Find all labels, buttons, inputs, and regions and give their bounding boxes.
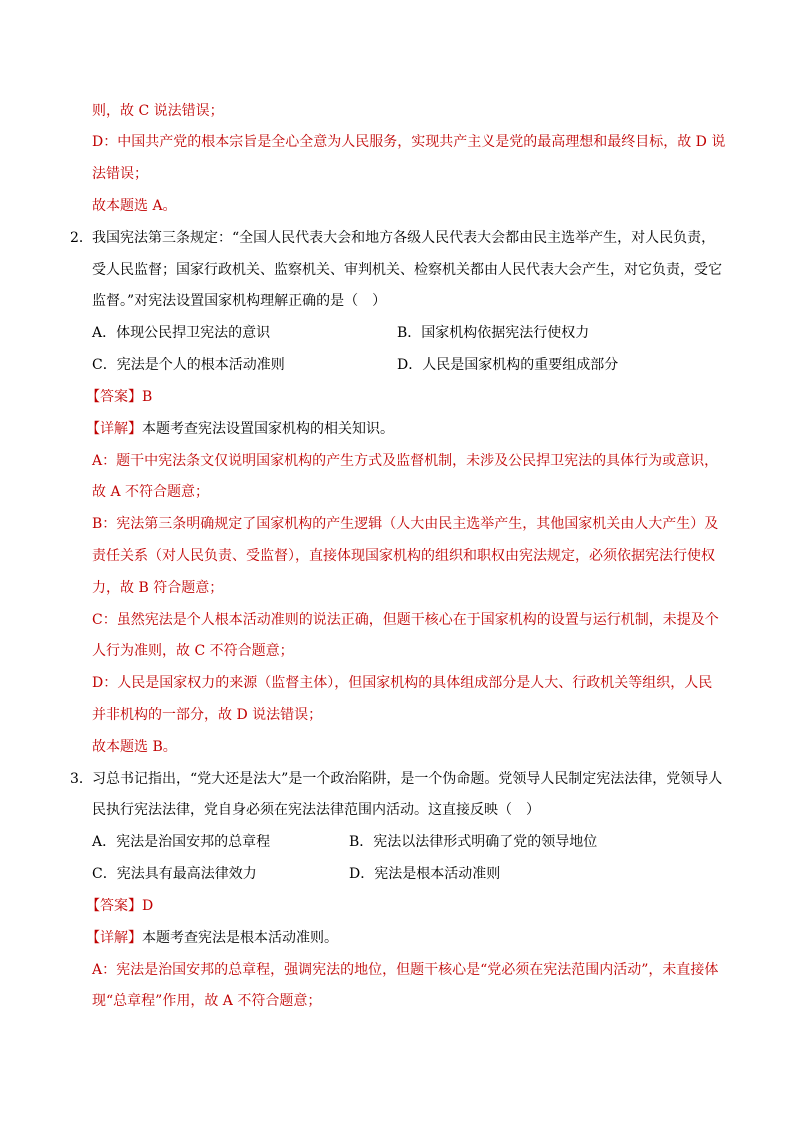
question-2-conclusion: 故本题选 B。 <box>92 739 177 755</box>
question-2-explanation-a-line1: A：题干中宪法条文仅说明国家机构的产生方式及监督机制，未涉及公民捍卫宪法的具体行为或意识， <box>92 453 719 469</box>
question-3-option-b: B．宪法以法律形式明确了党的领导地位 <box>349 834 598 850</box>
question-2-stem-line3: 监督。”对宪法设置国家机构理解正确的是（ ） <box>92 293 387 309</box>
answer-value: B <box>142 389 153 405</box>
question-3-option-d: D．宪法是根本活动准则 <box>349 866 501 882</box>
question-3-detail <box>86 928 338 948</box>
question-2-detail <box>86 419 394 439</box>
question-2-option-b: B．国家机构依据宪法行使权力 <box>397 325 590 341</box>
question-2-stem-line1: 我国宪法第三条规定：“全国人民代表大会和地方各级人民代表大会都由民主选举产生，对人民负责， <box>92 230 716 246</box>
question-2-option-a: A．体现公民捍卫宪法的意识 <box>92 325 271 341</box>
question-3-explanation-a-line2: 现“总章程”作用，故 A 不符合题意； <box>92 993 322 1009</box>
prev-explanation-c-end: 则，故 C 说法错误； <box>92 103 224 119</box>
question-2-stem-line2: 受人民监督；国家行政机关、监察机关、审判机关、检察机关都由人民代表大会产生，对它负责，受它 <box>92 262 722 278</box>
question-3-option-c: C．宪法具有最高法律效力 <box>92 866 257 882</box>
question-2-explanation-b-line3: 力，故 B 符合题意； <box>92 580 224 596</box>
question-2-answer <box>86 387 152 407</box>
question-2-option-c: C．宪法是个人的根本活动准则 <box>92 357 285 373</box>
detail-tag: 【详解】 <box>86 421 142 437</box>
question-2-explanation-b-line1: B：宪法第三条明确规定了国家机构的产生逻辑（人大由民主选举产生，其他国家机关由人大产生）及 <box>92 516 719 532</box>
prev-explanation-d: D：中国共产党的根本宗旨是全心全意为人民服务，实现共产主义是党的最高理想和最终目标，故 D 说 <box>92 134 726 150</box>
question-2-explanation-d-line1: D：人民是国家权力的来源（监督主体），但国家机构的具体组成部分是人大、行政机关等组织，人民 <box>92 675 713 691</box>
question-3-stem-line2: 民执行宪法法律，党自身必须在宪法法律范围内活动。这直接反映（ ） <box>92 802 540 818</box>
question-3-option-a: A．宪法是治国安邦的总章程 <box>92 834 271 850</box>
detail-text: 本题考查宪法设置国家机构的相关知识。 <box>142 421 394 437</box>
question-2-explanation-c-line2: 人行为准则，故 C 不符合题意； <box>92 643 294 659</box>
question-2-explanation-b-line2: 责任关系（对人民负责、受监督），直接体现国家机构的组织和职权由宪法规定，必须依据宪法行使权 <box>92 548 715 564</box>
answer-value: D <box>142 898 154 914</box>
question-3-number: 3． <box>70 771 93 787</box>
question-3-explanation-a-line1: A：宪法是治国安邦的总章程，强调宪法的地位，但题干核心是“党必须在宪法范围内活动”，未直接体 <box>92 962 719 978</box>
question-2-explanation-c-line1: C：虽然宪法是个人根本活动准则的说法正确，但题干核心在于国家机构的设置与运行机制，未提及个 <box>92 612 719 628</box>
prev-conclusion: 故本题选 A。 <box>92 198 177 214</box>
question-2-option-d: D．人民是国家机构的重要组成部分 <box>397 357 619 373</box>
answer-tag: 【答案】 <box>86 389 142 405</box>
question-2-number: 2． <box>70 230 93 246</box>
detail-tag: 【详解】 <box>86 930 142 946</box>
question-3-stem-line1: 习总书记指出，“党大还是法大”是一个政治陷阱，是一个伪命题。党领导人民制定宪法法律，党领导人 <box>92 771 723 787</box>
answer-tag: 【答案】 <box>86 898 142 914</box>
question-2-explanation-a-line2: 故 A 不符合题意； <box>92 484 210 500</box>
question-2-explanation-d-line2: 并非机构的一部分，故 D 说法错误； <box>92 707 323 723</box>
detail-text: 本题考查宪法是根本活动准则。 <box>142 930 338 946</box>
question-3-answer <box>86 896 153 916</box>
prev-explanation-d-end: 法错误； <box>92 166 148 182</box>
